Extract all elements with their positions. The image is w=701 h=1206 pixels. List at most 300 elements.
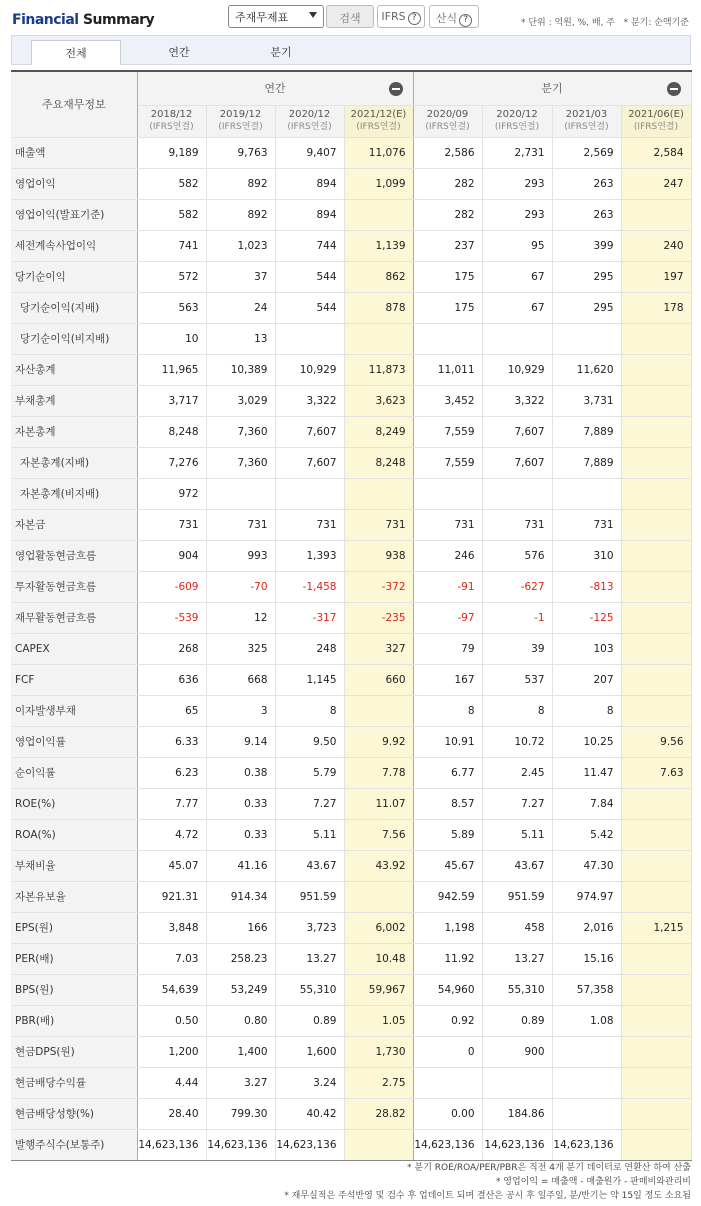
table-cell: 3.27 (206, 1067, 275, 1098)
row-label: CAPEX (11, 633, 137, 664)
table-cell: 6.77 (413, 757, 482, 788)
table-cell: 43.92 (344, 850, 413, 881)
ifrs-help-button[interactable] (377, 5, 425, 28)
table-cell (552, 1036, 621, 1067)
table-cell: 11.47 (552, 757, 621, 788)
table-cell: 10 (137, 323, 206, 354)
table-cell (206, 478, 275, 509)
table-cell: 0.00 (413, 1098, 482, 1129)
table-cell (552, 323, 621, 354)
table-cell: 7,360 (206, 416, 275, 447)
table-row (11, 385, 691, 416)
table-cell: 3 (206, 695, 275, 726)
table-row (11, 850, 691, 881)
table-cell: 938 (344, 540, 413, 571)
table-cell: 293 (482, 199, 552, 230)
table-cell: 14,623,136 (137, 1129, 206, 1160)
table-cell: 10.91 (413, 726, 482, 757)
row-label: FCF (11, 664, 137, 695)
table-cell: 974.97 (552, 881, 621, 912)
table-cell: -627 (482, 571, 552, 602)
table-cell: 293 (482, 168, 552, 199)
row-label: 당기순이익 (11, 261, 137, 292)
table-row (11, 881, 691, 912)
column-basis: (IFRS연결) (287, 122, 332, 132)
table-cell: 13.27 (275, 943, 344, 974)
table-cell (621, 478, 691, 509)
question-icon: ? (459, 14, 472, 27)
table-cell (621, 385, 691, 416)
table-cell: 731 (206, 509, 275, 540)
table-cell: 8 (275, 695, 344, 726)
table-cell (621, 664, 691, 695)
column-basis: (IFRS연결) (218, 122, 263, 132)
table-cell: 972 (137, 478, 206, 509)
table-row (11, 664, 691, 695)
table-cell: 263 (552, 168, 621, 199)
collapse-annual-icon[interactable] (389, 82, 403, 96)
table-cell: 900 (482, 1036, 552, 1067)
table-cell: 1.08 (552, 1005, 621, 1036)
table-cell (621, 881, 691, 912)
row-label: 자본총계 (11, 416, 137, 447)
table-cell: 5.11 (482, 819, 552, 850)
table-cell (621, 602, 691, 633)
table-cell: 894 (275, 199, 344, 230)
table-cell: 15.16 (552, 943, 621, 974)
table-row (11, 1005, 691, 1036)
column-period: 2020/09 (426, 109, 469, 120)
table-cell: 914.34 (206, 881, 275, 912)
table-cell (413, 1067, 482, 1098)
row-label: 현금DPS(원) (11, 1036, 137, 1067)
table-row (11, 168, 691, 199)
column-period: 2019/12 (219, 109, 262, 120)
table-cell: 3,322 (482, 385, 552, 416)
table-cell: 951.59 (482, 881, 552, 912)
table-cell: -97 (413, 602, 482, 633)
table-cell: 53,249 (206, 974, 275, 1005)
table-cell: 741 (137, 230, 206, 261)
table-cell (621, 354, 691, 385)
column-period: 2020/12 (288, 109, 331, 120)
row-label: 당기순이익(비지배) (11, 323, 137, 354)
table-cell: 11,873 (344, 354, 413, 385)
table-cell: 892 (206, 199, 275, 230)
table-cell: 37 (206, 261, 275, 292)
table-cell: 67 (482, 292, 552, 323)
table-cell: 537 (482, 664, 552, 695)
table-cell: 13 (206, 323, 275, 354)
table-cell: 9,763 (206, 137, 275, 168)
table-cell: -235 (344, 602, 413, 633)
table-cell: 167 (413, 664, 482, 695)
chevron-down-icon (309, 12, 317, 18)
table-cell: 894 (275, 168, 344, 199)
table-cell: 13.27 (482, 943, 552, 974)
unit-note (521, 15, 689, 28)
table-cell: 2.75 (344, 1067, 413, 1098)
row-label: 영업이익 (11, 168, 137, 199)
table-cell: 0.38 (206, 757, 275, 788)
table-cell: 175 (413, 261, 482, 292)
table-cell (552, 1067, 621, 1098)
table-cell: 10,929 (482, 354, 552, 385)
table-cell: 0.80 (206, 1005, 275, 1036)
table-cell: 1,393 (275, 540, 344, 571)
table-cell: 7,607 (275, 447, 344, 478)
tab-annual[interactable]: 연간 (168, 46, 190, 59)
table-cell: 862 (344, 261, 413, 292)
table-cell: 55,310 (275, 974, 344, 1005)
table-cell: 7,360 (206, 447, 275, 478)
table-cell: 2,016 (552, 912, 621, 943)
statement-select[interactable] (228, 5, 324, 28)
table-cell (621, 1005, 691, 1036)
table-cell: 3,717 (137, 385, 206, 416)
table-cell: 79 (413, 633, 482, 664)
table-row (11, 540, 691, 571)
financial-summary-table (11, 70, 692, 1161)
row-label: 이자발생부채 (11, 695, 137, 726)
table-cell: -609 (137, 571, 206, 602)
table-cell: 7.56 (344, 819, 413, 850)
table-cell: 3,731 (552, 385, 621, 416)
table-cell: 399 (552, 230, 621, 261)
table-cell: 1,023 (206, 230, 275, 261)
column-header (621, 105, 691, 137)
table-row (11, 261, 691, 292)
table-cell: 28.40 (137, 1098, 206, 1129)
table-cell: 731 (344, 509, 413, 540)
table-cell: 14,623,136 (552, 1129, 621, 1160)
table-cell: 8 (482, 695, 552, 726)
table-cell (344, 1129, 413, 1160)
row-label: 당기순이익(지배) (11, 292, 137, 323)
row-label: BPS(원) (11, 974, 137, 1005)
row-label: 발행주식수(보통주) (11, 1129, 137, 1160)
row-label: 부채비율 (11, 850, 137, 881)
table-cell: 39 (482, 633, 552, 664)
table-cell: 295 (552, 261, 621, 292)
table-row (11, 354, 691, 385)
column-basis: (IFRS연결) (356, 122, 401, 132)
table-cell: 3,029 (206, 385, 275, 416)
table-cell: 0.33 (206, 819, 275, 850)
table-cell: 7,889 (552, 447, 621, 478)
table-cell: 54,639 (137, 974, 206, 1005)
tab-quarter[interactable]: 분기 (270, 46, 292, 59)
table-cell: 9.92 (344, 726, 413, 757)
row-label: EPS(원) (11, 912, 137, 943)
table-cell: 11,620 (552, 354, 621, 385)
table-cell: 3,848 (137, 912, 206, 943)
tab-all[interactable]: 전체 (31, 40, 121, 65)
table-cell: 9.50 (275, 726, 344, 757)
table-row (11, 1067, 691, 1098)
table-cell: 95 (482, 230, 552, 261)
table-cell: 1,139 (344, 230, 413, 261)
row-label: PBR(배) (11, 1005, 137, 1036)
table-cell: 0.89 (482, 1005, 552, 1036)
annual-group-label: 연간 (264, 82, 286, 96)
table-cell: 166 (206, 912, 275, 943)
column-period: 2021/06(E) (628, 109, 684, 120)
table-cell: 14,623,136 (413, 1129, 482, 1160)
table-cell (621, 943, 691, 974)
table-cell: 1.05 (344, 1005, 413, 1036)
table-cell (621, 571, 691, 602)
table-cell: -1,458 (275, 571, 344, 602)
table-cell: 0.50 (137, 1005, 206, 1036)
corner-header: 주요재무정보 (11, 71, 137, 137)
table-cell: 744 (275, 230, 344, 261)
toolbar (0, 0, 701, 34)
footnote: * 영업이익 = 매출액 - 매출원가 - 판매비와관리비 (495, 1177, 691, 1187)
table-cell (621, 1067, 691, 1098)
collapse-quarter-icon[interactable] (667, 82, 681, 96)
table-cell: 6.23 (137, 757, 206, 788)
table-cell: 7,607 (482, 447, 552, 478)
table-cell: 11.92 (413, 943, 482, 974)
table-cell: 799.30 (206, 1098, 275, 1129)
table-cell: 24 (206, 292, 275, 323)
table-cell: 7.84 (552, 788, 621, 819)
table-cell: 6,002 (344, 912, 413, 943)
table-cell: 878 (344, 292, 413, 323)
table-row (11, 571, 691, 602)
table-cell (344, 323, 413, 354)
ifrs-label: IFRS (381, 10, 406, 23)
table-cell: 7.78 (344, 757, 413, 788)
table-cell: 572 (137, 261, 206, 292)
row-label: 순이익률 (11, 757, 137, 788)
table-cell: -1 (482, 602, 552, 633)
table-cell (552, 478, 621, 509)
table-cell: 9,189 (137, 137, 206, 168)
table-row (11, 230, 691, 261)
row-label: 투자활동현금흐름 (11, 571, 137, 602)
table-cell: 2,731 (482, 137, 552, 168)
table-cell (621, 540, 691, 571)
table-cell: 731 (552, 509, 621, 540)
table-cell: 59,967 (344, 974, 413, 1005)
table-cell: 892 (206, 168, 275, 199)
column-basis: (IFRS연결) (149, 122, 194, 132)
table-cell: 47.30 (552, 850, 621, 881)
table-cell: 582 (137, 199, 206, 230)
table-cell: 7,889 (552, 416, 621, 447)
column-header (344, 105, 413, 137)
table-cell: 57,358 (552, 974, 621, 1005)
table-cell: 9.56 (621, 726, 691, 757)
table-cell: 942.59 (413, 881, 482, 912)
table-cell (621, 1036, 691, 1067)
title-part1: Financial (12, 12, 79, 28)
table-cell: 10,929 (275, 354, 344, 385)
table-row (11, 943, 691, 974)
table-row (11, 819, 691, 850)
table-cell: 295 (552, 292, 621, 323)
table-cell: 5.11 (275, 819, 344, 850)
table-cell: 282 (413, 199, 482, 230)
row-label: 자본유보율 (11, 881, 137, 912)
column-period: 2021/03 (565, 109, 608, 120)
row-label: 부채총계 (11, 385, 137, 416)
table-cell: 67 (482, 261, 552, 292)
row-label: 영업활동현금흐름 (11, 540, 137, 571)
table-row (11, 323, 691, 354)
table-cell: 10.72 (482, 726, 552, 757)
table-cell: 5.42 (552, 819, 621, 850)
table-cell: 10,389 (206, 354, 275, 385)
table-row (11, 974, 691, 1005)
period-tabs (11, 35, 691, 65)
table-cell: 207 (552, 664, 621, 695)
table-cell: 9,407 (275, 137, 344, 168)
table-cell (621, 416, 691, 447)
table-row (11, 1098, 691, 1129)
table-cell: 65 (137, 695, 206, 726)
table-cell: 7.63 (621, 757, 691, 788)
table-row (11, 757, 691, 788)
table-cell: 458 (482, 912, 552, 943)
search-button[interactable]: 검색 (326, 5, 374, 28)
column-header (275, 105, 344, 137)
table-cell: 240 (621, 230, 691, 261)
table-cell: 54,960 (413, 974, 482, 1005)
table-cell: 1,215 (621, 912, 691, 943)
table-row (11, 137, 691, 168)
table-cell: 731 (413, 509, 482, 540)
table-cell: 14,623,136 (482, 1129, 552, 1160)
row-label: 영업이익률 (11, 726, 137, 757)
footnotes (284, 1161, 691, 1203)
row-label: 매출액 (11, 137, 137, 168)
table-cell (413, 323, 482, 354)
table-cell (344, 478, 413, 509)
table-cell: 10.48 (344, 943, 413, 974)
table-cell: 268 (137, 633, 206, 664)
table-cell: 41.16 (206, 850, 275, 881)
table-cell: 5.79 (275, 757, 344, 788)
table-row (11, 292, 691, 323)
quarter-group-label: 분기 (541, 82, 563, 96)
table-cell: -317 (275, 602, 344, 633)
table-cell: 237 (413, 230, 482, 261)
table-cell: 1,198 (413, 912, 482, 943)
row-label: 영업이익(발표기준) (11, 199, 137, 230)
table-cell (621, 974, 691, 1005)
column-basis: (IFRS연결) (564, 122, 609, 132)
table-cell: -372 (344, 571, 413, 602)
table-cell: 8,248 (137, 416, 206, 447)
table-cell: 7,607 (275, 416, 344, 447)
table-cell: 10.25 (552, 726, 621, 757)
table-cell: -125 (552, 602, 621, 633)
formula-help-button[interactable] (429, 5, 479, 28)
table-cell: 7.03 (137, 943, 206, 974)
table-cell: 668 (206, 664, 275, 695)
annual-group-header (137, 71, 413, 105)
table-row (11, 1036, 691, 1067)
table-cell: 9.14 (206, 726, 275, 757)
table-cell (621, 695, 691, 726)
table-cell: 0 (413, 1036, 482, 1067)
table-cell (621, 1098, 691, 1129)
row-label: 자본금 (11, 509, 137, 540)
column-header (206, 105, 275, 137)
table-cell (621, 1129, 691, 1160)
table-cell: -70 (206, 571, 275, 602)
table-cell: 248 (275, 633, 344, 664)
table-row (11, 509, 691, 540)
table-cell: 2.45 (482, 757, 552, 788)
table-cell: -539 (137, 602, 206, 633)
quarter-group-header (413, 71, 691, 105)
table-cell: 993 (206, 540, 275, 571)
table-cell: 544 (275, 261, 344, 292)
table-cell: 197 (621, 261, 691, 292)
table-cell: 246 (413, 540, 482, 571)
table-cell (621, 819, 691, 850)
table-row (11, 633, 691, 664)
table-cell: 11,076 (344, 137, 413, 168)
table-cell: 731 (275, 509, 344, 540)
table-cell: 325 (206, 633, 275, 664)
table-cell: 43.67 (482, 850, 552, 881)
column-period: 2018/12 (150, 109, 193, 120)
column-header (137, 105, 206, 137)
quarter-basis-text: * 분기: 순액기준 (623, 18, 689, 28)
row-label: 세전계속사업이익 (11, 230, 137, 261)
table-cell (344, 199, 413, 230)
table-cell: 310 (552, 540, 621, 571)
table-cell (275, 478, 344, 509)
table-cell: 40.42 (275, 1098, 344, 1129)
statement-select-value: 주재무제표 (235, 11, 289, 24)
table-cell: 3,723 (275, 912, 344, 943)
table-cell: 636 (137, 664, 206, 695)
table-cell: 5.89 (413, 819, 482, 850)
table-cell: 3,623 (344, 385, 413, 416)
table-cell (621, 509, 691, 540)
table-cell: 6.33 (137, 726, 206, 757)
column-period: 2020/12 (496, 109, 538, 120)
table-cell: 576 (482, 540, 552, 571)
table-cell: 731 (482, 509, 552, 540)
row-label: 재무활동현금흐름 (11, 602, 137, 633)
table-cell: 282 (413, 168, 482, 199)
table-cell: 660 (344, 664, 413, 695)
table-cell: 904 (137, 540, 206, 571)
table-cell: 45.07 (137, 850, 206, 881)
table-cell: 921.31 (137, 881, 206, 912)
table-cell (621, 850, 691, 881)
row-label: 현금배당수익률 (11, 1067, 137, 1098)
table-cell: 1,400 (206, 1036, 275, 1067)
table-cell: 184.86 (482, 1098, 552, 1129)
table-cell: 11,011 (413, 354, 482, 385)
table-row (11, 788, 691, 819)
table-row (11, 447, 691, 478)
table-row (11, 478, 691, 509)
table-cell: 3,322 (275, 385, 344, 416)
table-cell: 247 (621, 168, 691, 199)
footnote: * 분기 ROE/ROA/PER/PBR은 직전 4개 분기 데이터로 연환산 하여 산출 (407, 1163, 691, 1173)
table-cell: 7,559 (413, 416, 482, 447)
question-icon: ? (408, 12, 421, 25)
